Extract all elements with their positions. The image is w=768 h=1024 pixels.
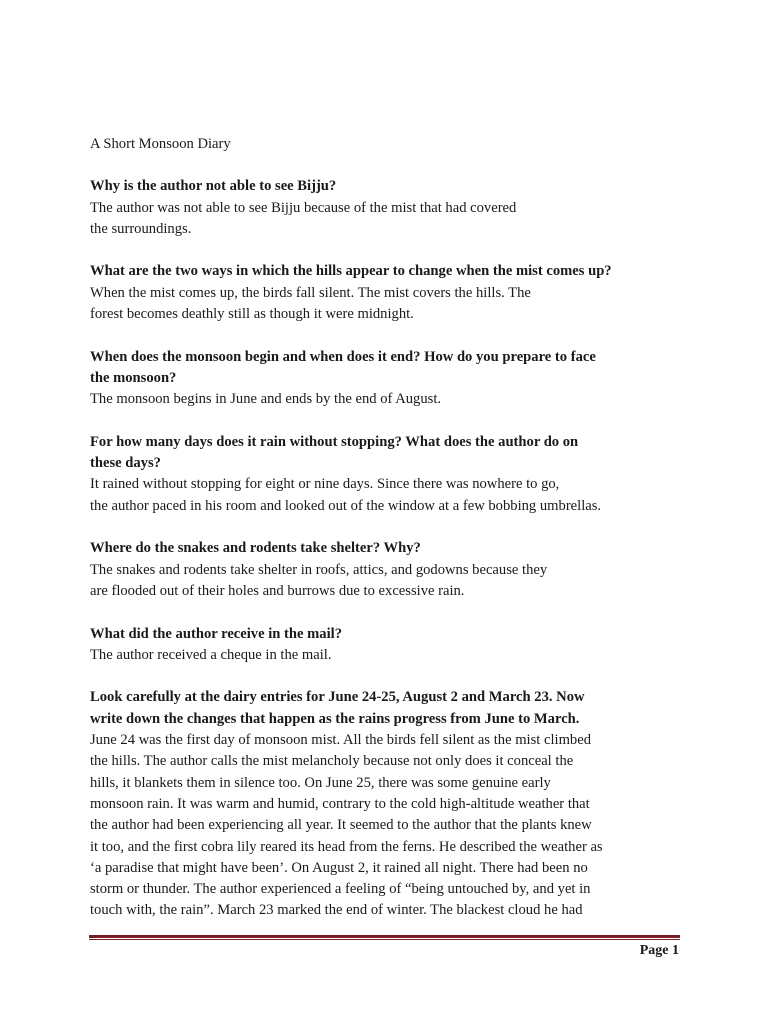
question-line: Where do the snakes and rodents take shelter? Why? bbox=[90, 540, 421, 557]
question-line: these days? bbox=[90, 455, 161, 472]
answer-line: June 24 was the first day of monsoon mist. All the birds fell silent as the mist climbed bbox=[90, 732, 591, 749]
answer bbox=[90, 389, 690, 410]
qa-item bbox=[90, 687, 690, 921]
footer-rule bbox=[89, 935, 680, 940]
answer-line: The snakes and rodents take shelter in roofs, attics, and godowns because they bbox=[90, 561, 548, 578]
footer-rule-thin bbox=[89, 939, 680, 940]
answer-line: forest becomes deathly still as though it were midnight. bbox=[90, 306, 414, 323]
question bbox=[90, 432, 690, 475]
question-line: For how many days does it rain without stopping? What does the author do on bbox=[90, 433, 579, 450]
answer bbox=[90, 474, 690, 517]
answer-line: The author was not able to see Bijju because of the mist that had covered bbox=[90, 199, 517, 216]
answer bbox=[90, 730, 690, 922]
answer-line: touch with, the rain”. March 23 marked the end of winter. The blackest cloud he had bbox=[90, 902, 583, 919]
qa-item bbox=[90, 432, 690, 517]
answer bbox=[90, 283, 690, 326]
question bbox=[90, 538, 690, 559]
answer bbox=[90, 198, 690, 241]
answer-line: the surroundings. bbox=[90, 220, 192, 237]
answer-line: The author received a cheque in the mail. bbox=[90, 646, 332, 663]
answer-line: monsoon rain. It was warm and humid, contrary to the cold high-altitude weather that bbox=[90, 795, 590, 812]
question-line: Look carefully at the dairy entries for June 24-25, August 2 and March 23. Now bbox=[90, 689, 585, 706]
answer-line: the author had been experiencing all year. It seemed to the author that the plants knew bbox=[90, 817, 592, 834]
qa-item bbox=[90, 261, 690, 325]
answer bbox=[90, 645, 690, 666]
answer-line: it too, and the first cobra lily reared its head from the ferns. He described the weather as bbox=[90, 838, 603, 855]
qa-item bbox=[90, 624, 690, 667]
answer-line: are flooded out of their holes and burrows due to excessive rain. bbox=[90, 582, 465, 599]
answer-line: It rained without stopping for eight or nine days. Since there was nowhere to go, bbox=[90, 476, 560, 493]
question bbox=[90, 687, 690, 730]
question bbox=[90, 261, 690, 282]
question-line: What did the author receive in the mail? bbox=[90, 625, 343, 642]
qa-list bbox=[90, 176, 690, 921]
answer-line: the author paced in his room and looked out of the window at a few bobbing umbrellas. bbox=[90, 497, 602, 514]
answer-line: The monsoon begins in June and ends by the end of August. bbox=[90, 391, 442, 408]
qa-item bbox=[90, 347, 690, 411]
qa-item bbox=[90, 538, 690, 602]
question-line: Why is the author not able to see Bijju? bbox=[90, 178, 337, 195]
page-number: Page 1 bbox=[639, 943, 679, 958]
question-line: the monsoon? bbox=[90, 369, 177, 386]
answer-line: When the mist comes up, the birds fall silent. The mist covers the hills. The bbox=[90, 284, 531, 301]
question bbox=[90, 624, 690, 645]
question-line: write down the changes that happen as the rains progress from June to March. bbox=[90, 710, 580, 727]
question-line: When does the monsoon begin and when does it end? How do you prepare to face bbox=[90, 348, 596, 365]
answer-line: the hills. The author calls the mist melancholy because not only does it conceal the bbox=[90, 753, 574, 770]
question bbox=[90, 347, 690, 390]
answer-line: hills, it blankets them in silence too. On June 25, there was some genuine early bbox=[90, 774, 551, 791]
answer-line: ‘a paradise that might have been’. On August 2, it rained all night. There had been no bbox=[90, 859, 588, 876]
answer bbox=[90, 560, 690, 603]
question bbox=[90, 176, 690, 197]
answer-line: storm or thunder. The author experienced a feeling of “being untouched by, and yet in bbox=[90, 881, 591, 898]
document-title: A Short Monsoon Diary bbox=[90, 136, 231, 152]
question-line: What are the two ways in which the hills appear to change when the mist comes up? bbox=[90, 263, 612, 280]
qa-item bbox=[90, 176, 690, 240]
document-body bbox=[90, 134, 690, 943]
